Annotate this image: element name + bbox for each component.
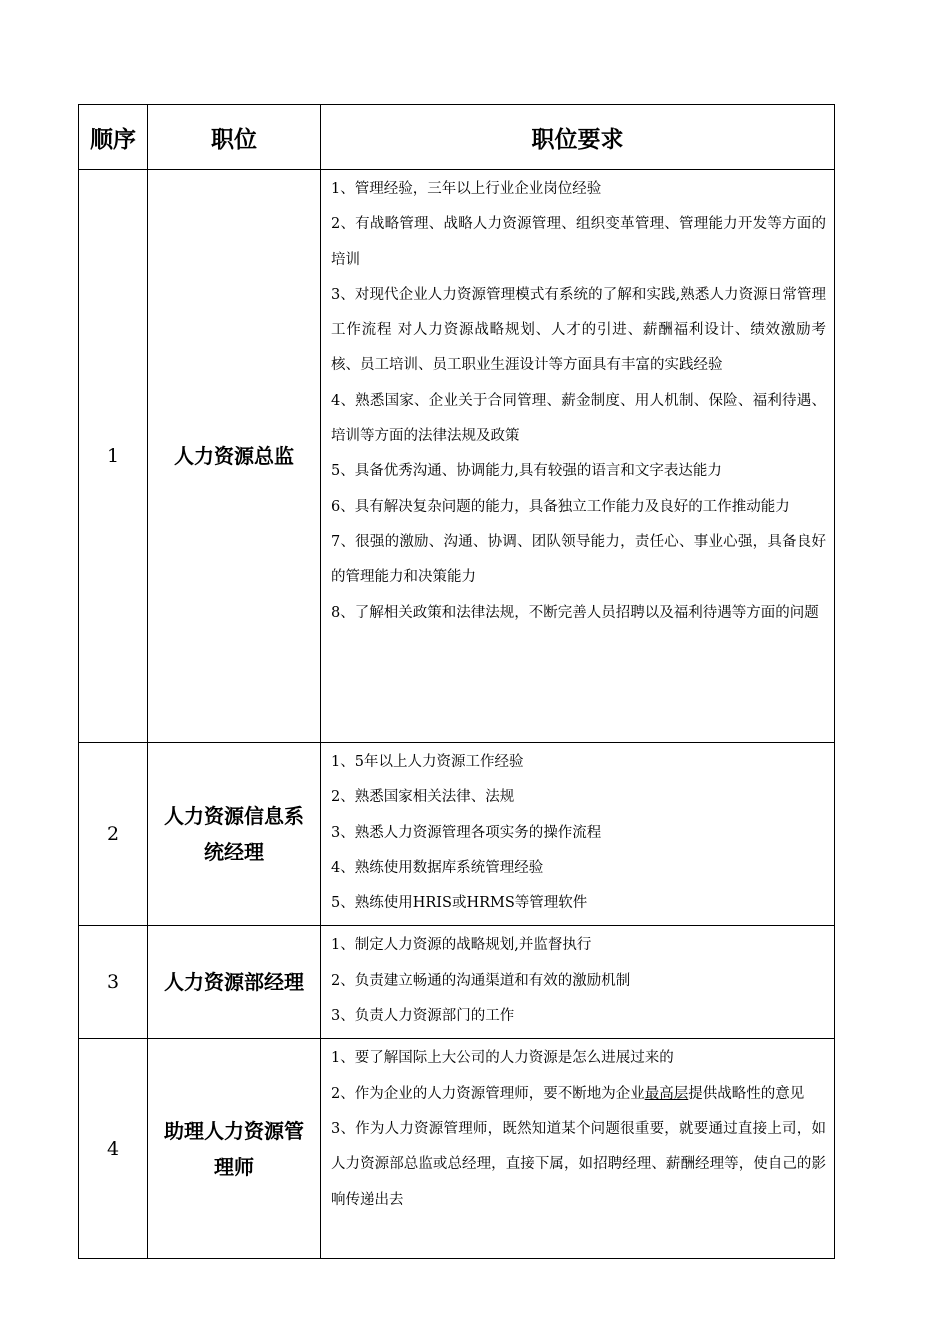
row-requirements — [321, 743, 835, 926]
list-item: 5、具备优秀沟通、协调能力,具有较强的语言和文字表达能力 — [331, 463, 722, 480]
underlined-term: 最高层 — [644, 1085, 689, 1102]
table-header-row — [79, 105, 835, 170]
requirements-list — [331, 1041, 826, 1217]
list-item: 6、具有解决复杂问题的能力，具备独立工作能力及良好的工作推动能力 — [331, 498, 790, 515]
table-row — [79, 1039, 835, 1259]
list-item-text: 提供战略性的意见 — [688, 1085, 805, 1102]
table-row — [79, 170, 835, 743]
requirements-list — [331, 928, 826, 1034]
list-item: 1、5年以上人力资源工作经验 — [331, 754, 524, 770]
row-position: 人力资源信息系统经理 — [148, 743, 321, 926]
list-item: 4、熟练使用数据库系统管理经验 — [331, 859, 544, 876]
list-item: 8、了解相关政策和法律法规，不断完善人员招聘以及福利待遇等方面的问题 — [331, 604, 819, 621]
list-item-text: 2、作为企业的人力资源管理师，要不断地为企业 — [331, 1085, 645, 1102]
list-item: 3、对现代企业人力资源管理模式有系统的了解和实践,熟悉人力资源日常管理工作流程 对人力资源战略规划、人才的引进、薪酬福利设计、绩效激励考核、员工培训、员工职业生涯设计等方面具有丰富的实践经验 — [331, 286, 826, 374]
header-position: 职位 — [148, 105, 321, 170]
table-row — [79, 926, 835, 1039]
row-requirements — [321, 1039, 835, 1259]
list-item: 3、熟悉人力资源管理各项实务的操作流程 — [331, 824, 602, 841]
list-item: 1、要了解国际上大公司的人力资源是怎么进展过来的 — [331, 1050, 674, 1067]
list-item: 3、作为人力资源管理师，既然知道某个问题很重要，就要通过直接上司，如人力资源部总监或总经理，直接下属，如招聘经理、薪酬经理等，使自己的影响传递出去 — [331, 1120, 826, 1208]
row-seq: 4 — [79, 1039, 148, 1259]
row-position: 人力资源总监 — [148, 170, 321, 743]
list-item: 1、管理经验，三年以上行业企业岗位经验 — [331, 181, 602, 197]
row-position: 人力资源部经理 — [148, 926, 321, 1039]
table-row — [79, 743, 835, 926]
list-item: 1、制定人力资源的战略规划,并监督执行 — [331, 937, 592, 954]
list-item: 2、有战略管理、战略人力资源管理、组织变革管理、管理能力开发等方面的培训 — [331, 216, 826, 268]
row-seq: 3 — [79, 926, 148, 1039]
row-requirements — [321, 926, 835, 1039]
list-item: 2、负责建立畅通的沟通渠道和有效的激励机制 — [331, 972, 631, 989]
requirements-list — [331, 745, 826, 921]
list-item: 3、负责人力资源部门的工作 — [331, 1008, 515, 1025]
position-requirements-table — [78, 104, 835, 1259]
requirements-list — [331, 172, 826, 631]
row-requirements — [321, 170, 835, 743]
row-seq: 1 — [79, 170, 148, 743]
list-item: 5、熟练使用HRIS或HRMS等管理软件 — [331, 895, 588, 912]
row-seq: 2 — [79, 743, 148, 926]
list-item: 2、熟悉国家相关法律、法规 — [331, 789, 515, 806]
header-requirements: 职位要求 — [321, 105, 835, 170]
row-position: 助理人力资源管理师 — [148, 1039, 321, 1259]
header-seq: 顺序 — [79, 105, 148, 170]
list-item: 7、很强的激励、沟通、协调、团队领导能力，责任心、事业心强，具备良好的管理能力和决策能力 — [331, 533, 826, 586]
list-item: 4、熟悉国家、企业关于合同管理、薪金制度、用人机制、保险、福利待遇、培训等方面的法律法规及政策 — [331, 392, 826, 445]
list-item — [331, 1077, 826, 1112]
